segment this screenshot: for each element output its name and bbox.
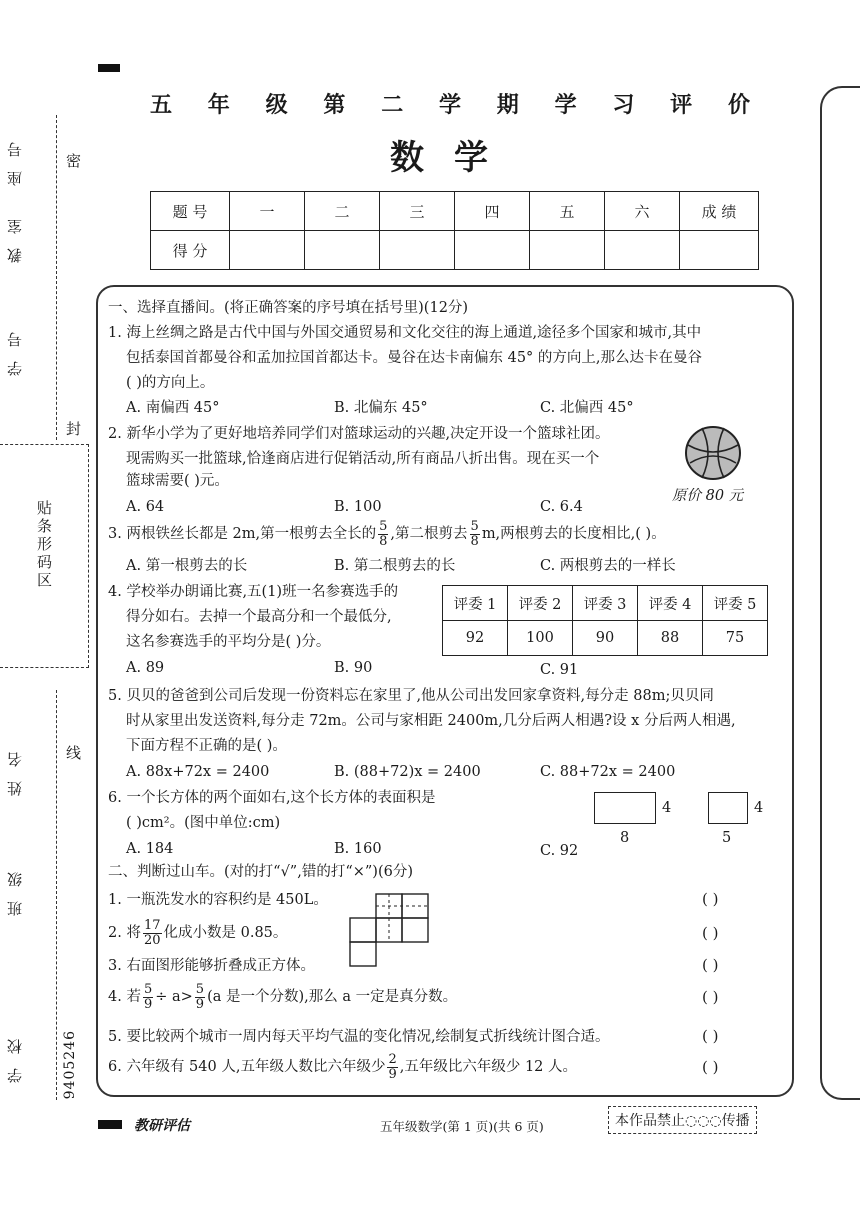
answer-bracket[interactable]: ( ) [702,1027,719,1045]
barcode-area-label: 贴条形码区 [35,500,53,590]
q1-option-a[interactable]: A. 南偏西 45° [126,400,220,416]
seal-char-mi: 密 [66,152,82,170]
q4-line1: 4. 学校举办朗诵比赛,五(1)班一名参赛选手的 [108,584,399,600]
q2-option-a[interactable]: A. 64 [126,499,165,515]
q1-line3: ( )的方向上。 [126,375,215,391]
q6-option-b[interactable]: B. 160 [334,841,382,857]
q2-line1: 2. 新华小学为了更好地培养同学们对篮球运动的兴趣,决定开设一个篮球社团。 [108,426,610,442]
q1-line2: 包括泰国首都曼谷和孟加拉国首都达卡。曼谷在达卡南偏东 45° 的方向上,那么达卡在曼谷 [126,350,703,366]
student-id-label: 学号 [6,318,24,376]
q3-option-a[interactable]: A. 第一根剪去的长 [126,558,248,574]
judge-item-4: 4. 若 $\frac{5}{9}$ ÷ a> $\frac{5}{9}$ (a 是一个分数),那么 a 一定是真分数。 [108,981,458,1012]
name-label: 姓名 [6,738,24,796]
dim-label: 8 [620,830,630,846]
score-cell[interactable] [305,231,380,270]
page-edge-curve [820,86,860,1100]
q4-option-a[interactable]: A. 89 [126,660,165,676]
q6-option-a[interactable]: A. 184 [126,841,174,857]
cube-net-figure [348,893,432,967]
q6-line2: ( )cm²。(图中单位:cm) [126,815,281,831]
seat-number-label: 座号 [6,128,24,186]
q6-option-c[interactable]: C. 92 [540,843,579,859]
judge-item-3: 3. 右面图形能够折叠成正方体。 [108,958,315,974]
fill-line [56,115,57,440]
judge-item-5: 5. 要比较两个城市一周内每天平均气温的变化情况,绘制复式折线统计图合适。 [108,1029,610,1045]
judges-score-table: 评委 1 评委 2 评委 3 评委 4 评委 5 92 100 90 88 75 [442,585,768,656]
score-cell[interactable] [605,231,680,270]
seal-char-xian: 线 [66,744,82,762]
dim-label: 4 [662,800,672,816]
score-cell[interactable] [530,231,605,270]
fill-line-lower [56,690,57,1100]
score-cell[interactable] [380,231,455,270]
q2-option-c[interactable]: C. 6.4 [540,499,583,515]
q2-option-b[interactable]: B. 100 [334,499,382,515]
q3-line: 3. 两根铁丝长都是 2m,第一根剪去全长的 $\frac{5}{8}$ ,第二根剪去 $\frac{5}{8}$ m,两根剪去的长度相比,( )。 [108,518,666,549]
q5-line1: 5. 贝贝的爸爸到公司后发现一份资料忘在家里了,他从公司出发回家拿资料,每分走 88m;贝贝同 [108,688,714,704]
q5-line3: 下面方程不正确的是( )。 [126,738,287,754]
answer-bracket[interactable]: ( ) [702,924,719,942]
class-label: 班级 [6,858,24,916]
section2-title: 二、判断过山车。(对的打“√”,错的打“×”)(6分) [108,864,414,880]
judge-item-6: 6. 六年级有 540 人,五年级人数比六年级少 $\frac{2}{9}$ ,五年级比六年级少 12 人。 [108,1051,578,1082]
fraction: $\frac{17}{20}$ [143,917,161,948]
q2-line2: 现需购买一批篮球,恰逢商店进行促销活动,所有商品八折出售。现在买一个 [126,451,600,467]
seal-char-feng: 封 [66,420,82,438]
q4-line2: 得分如右。去掉一个最高分和一个最低分, [126,609,392,625]
total-score-cell[interactable] [680,231,759,270]
q5-option-b[interactable]: B. (88+72)x = 2400 [334,764,481,780]
school-label: 学校 [6,1025,24,1083]
subject-title: 数学 [390,138,518,178]
dim-label: 5 [722,830,732,846]
page-number: 五年级数学(第 1 页)(共 6 页) [380,1119,544,1134]
dim-label: 4 [754,800,764,816]
answer-bracket[interactable]: ( ) [702,890,719,908]
q2-line3: 篮球需要( )元。 [126,473,229,489]
score-table: 题 号 一 二 三 四 五 六 成 绩 得 分 [150,191,759,270]
q5-option-c[interactable]: C. 88+72x = 2400 [540,764,676,780]
q4-option-b[interactable]: B. 90 [334,660,373,676]
q6-line1: 6. 一个长方体的两个面如右,这个长方体的表面积是 [108,790,436,806]
basketball-icon [680,425,746,481]
fraction: $\frac{5}{8}$ [470,518,479,549]
score-cell[interactable] [230,231,305,270]
price-label: 原价 80 元 [672,488,744,504]
copyright-notice: 本作品禁止◌◌◌传播 [608,1106,757,1134]
q4-line3: 这名参赛选手的平均分是( )分。 [126,634,331,650]
fraction: $\frac{5}{9}$ [195,981,205,1012]
q5-line2: 时从家里出发送资料,每分走 72m。公司与家相距 2400m,几分后两人相遇?设 x 分后两人相遇, [126,713,736,729]
q5-option-a[interactable]: A. 88x+72x = 2400 [126,764,270,780]
q3-option-c[interactable]: C. 两根剪去的一样长 [540,558,676,574]
registration-mark-top [98,64,120,72]
fraction: $\frac{5}{9}$ [143,981,153,1012]
judge-item-2: 2. 将 $\frac{17}{20}$ 化成小数是 0.85。 [108,917,288,948]
document-code: 9405246 [62,1030,78,1100]
fraction: $\frac{2}{9}$ [388,1051,397,1082]
answer-bracket[interactable]: ( ) [702,1058,719,1076]
judge-item-1: 1. 一瓶洗发水的容积约是 450L。 [108,892,328,908]
score-cell[interactable] [455,231,530,270]
registration-mark-bottom [98,1120,122,1129]
exam-title: 五 年 级 第 二 学 期 学 习 评 价 [150,92,750,118]
q4-option-c[interactable]: C. 91 [540,662,579,678]
publisher-logo-text: 教研评估 [134,1118,190,1134]
face-rectangle-5x4 [708,792,748,824]
q1-option-b[interactable]: B. 北偏东 45° [334,400,428,416]
classroom-label: 教室 [6,205,24,263]
fraction: $\frac{5}{8}$ [379,518,388,549]
q1-line1: 1. 海上丝绸之路是古代中国与外国交通贸易和文化交往的海上通道,途径多个国家和城市,其中 [108,325,702,341]
answer-bracket[interactable]: ( ) [702,988,719,1006]
answer-bracket[interactable]: ( ) [702,956,719,974]
q3-option-b[interactable]: B. 第二根剪去的长 [334,558,456,574]
section1-title: 一、选择直播间。(将正确答案的序号填在括号里)(12分) [108,300,469,316]
q1-option-c[interactable]: C. 北偏西 45° [540,400,634,416]
face-rectangle-8x4 [594,792,656,824]
